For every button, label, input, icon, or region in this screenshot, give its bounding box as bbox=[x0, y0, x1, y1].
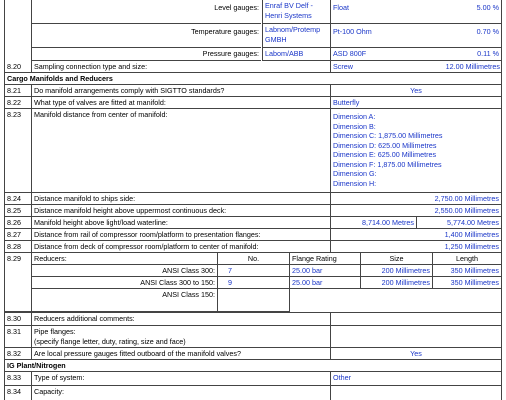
row-label: Manifold distance from center of manifold: bbox=[31, 109, 330, 193]
gauge-row-level bbox=[0, 0, 506, 24]
load-waterline-value: 5,774.00 Metres bbox=[416, 217, 502, 229]
row-label-block bbox=[31, 326, 330, 348]
dimension-a: Dimension A: bbox=[333, 112, 376, 121]
dimension-e: Dimension E: 625.00 Millimetres bbox=[333, 150, 437, 159]
row-value: 2,550.00 Millimetres bbox=[330, 205, 502, 217]
gauge-row-pressure bbox=[0, 48, 506, 61]
row-value: 1,250 Millimetres bbox=[330, 241, 502, 253]
light-waterline-value: 8,714.00 Metres bbox=[330, 217, 416, 229]
gauge-accuracy: 5.00 % bbox=[400, 0, 502, 24]
col-header-size: Size bbox=[360, 253, 432, 265]
row-label: Sampling connection type and size: bbox=[31, 61, 330, 73]
reducer-row bbox=[0, 265, 506, 277]
row-label: Are local pressure gauges fitted outboard of the manifold valves? bbox=[31, 348, 330, 360]
row-number: 8.20 bbox=[4, 61, 31, 73]
gauge-label: Pressure gauges: bbox=[31, 48, 261, 61]
row-number: 8.34 bbox=[4, 386, 31, 400]
row-value: Butterfly bbox=[330, 97, 502, 109]
row-label: Distance from rail of compressor room/platform to presentation flanges: bbox=[31, 229, 330, 241]
row-number: 8.22 bbox=[4, 97, 31, 109]
row-value: Other bbox=[330, 372, 502, 386]
dimension-g: Dimension G: bbox=[333, 169, 377, 178]
dimension-h: Dimension H: bbox=[333, 178, 377, 188]
row-value: Yes bbox=[330, 348, 502, 360]
row-sublabel: (specify flange letter, duty, rating, size and face) bbox=[34, 336, 186, 346]
reducer-size bbox=[360, 289, 432, 312]
dimension-c: Dimension C: 1,875.00 Millimetres bbox=[333, 131, 443, 140]
row-label: Do manifold arrangements comply with SIGTTO standards? bbox=[31, 85, 330, 97]
row-label: Distance manifold to ships side: bbox=[31, 193, 330, 205]
section-title: IG Plant/Nitrogen bbox=[4, 360, 502, 372]
reducer-row bbox=[0, 289, 506, 312]
row-label: What type of valves are fitted at manifold: bbox=[31, 97, 330, 109]
row-8-26 bbox=[0, 217, 506, 229]
row-label: Distance from deck of compressor room/platform to center of manifold: bbox=[31, 241, 330, 253]
gauge-type: ASD 800F bbox=[330, 48, 502, 61]
gauge-type: Pt-100 Ohm bbox=[330, 24, 502, 48]
reducer-flange bbox=[289, 289, 360, 312]
row-8-22 bbox=[0, 97, 506, 109]
row-number: 8.30 bbox=[4, 312, 31, 326]
row-number: 8.21 bbox=[4, 85, 31, 97]
row-label: Type of system: bbox=[31, 372, 330, 386]
reducer-size: 200 Millimetres bbox=[360, 277, 432, 289]
row-number: 8.33 bbox=[4, 372, 31, 386]
reducer-length bbox=[432, 289, 502, 312]
gauge-row-temperature bbox=[0, 24, 506, 48]
reducer-flange: 25.00 bar bbox=[289, 265, 360, 277]
row-value: 1,400 Millimetres bbox=[330, 229, 502, 241]
row-value: Yes bbox=[330, 85, 502, 97]
row-8-31 bbox=[0, 326, 506, 348]
row-number: 8.28 bbox=[4, 241, 31, 253]
reducer-size: 200 Millimetres bbox=[360, 265, 432, 277]
row-type: Screw bbox=[330, 61, 502, 73]
row-8-25 bbox=[0, 205, 506, 217]
row-number: 8.31 bbox=[4, 326, 31, 348]
row-8-28 bbox=[0, 241, 506, 253]
reducer-flange: 25.00 bar bbox=[289, 277, 360, 289]
section-cargo-manifolds bbox=[0, 73, 506, 85]
row-number: 8.23 bbox=[4, 109, 31, 193]
row-label: Manifold height above light/load waterline: bbox=[31, 217, 330, 229]
row-number: 8.29 bbox=[4, 253, 31, 265]
row-number: 8.26 bbox=[4, 217, 31, 229]
gauge-label: Level gauges: bbox=[31, 0, 261, 24]
row-8-27 bbox=[0, 229, 506, 241]
row-label: Reducers: bbox=[31, 253, 217, 265]
reducer-no: 7 bbox=[217, 265, 289, 277]
gauge-label: Temperature gauges: bbox=[31, 24, 261, 48]
gauge-make: Enraf BV Delf - Henri Systems bbox=[262, 0, 330, 24]
dimension-b: Dimension B: bbox=[333, 121, 376, 131]
col-header-length: Length bbox=[432, 253, 502, 265]
section-title: Cargo Manifolds and Reducers bbox=[4, 73, 502, 85]
row-label: Capacity: bbox=[31, 386, 330, 400]
row-8-29 bbox=[0, 253, 506, 265]
row-8-33 bbox=[0, 372, 506, 386]
dimension-d: Dimension D: 625.00 Millimetres bbox=[333, 140, 437, 150]
reducer-label: ANSI Class 150: bbox=[31, 289, 217, 312]
reducer-length: 350 Millimetres bbox=[432, 265, 502, 277]
gauge-make: Labnom/Protemp GMBH bbox=[262, 24, 330, 48]
section-ig-plant bbox=[0, 360, 506, 372]
row-label: Pipe flanges: bbox=[34, 327, 76, 336]
dimension-f: Dimension F: 1,875.00 Millimetres bbox=[333, 159, 442, 169]
row-8-32 bbox=[0, 348, 506, 360]
row-label: Reducers additional comments: bbox=[31, 312, 330, 326]
row-number: 8.25 bbox=[4, 205, 31, 217]
gauge-accuracy: 0.11 % bbox=[400, 48, 502, 61]
row-value: 2,750.00 Millimetres bbox=[330, 193, 502, 205]
reducer-label: ANSI Class 300: bbox=[31, 265, 217, 277]
gauge-type: Float bbox=[330, 0, 502, 24]
col-header-flange: Flange Rating bbox=[289, 253, 360, 265]
row-8-30 bbox=[0, 312, 506, 326]
reducer-no: 9 bbox=[217, 277, 289, 289]
row-label: Distance manifold height above uppermost continuous deck: bbox=[31, 205, 330, 217]
row-number: 8.32 bbox=[4, 348, 31, 360]
col-header-no: No. bbox=[217, 253, 289, 265]
gauge-accuracy: 0.70 % bbox=[400, 24, 502, 48]
row-value: 12.00 Millimetres bbox=[445, 62, 500, 71]
row-8-23 bbox=[0, 109, 506, 193]
reducer-length: 350 Millimetres bbox=[432, 277, 502, 289]
row-8-34 bbox=[0, 386, 506, 400]
gauge-make: Labom/ABB bbox=[262, 48, 330, 61]
reducer-row bbox=[0, 277, 506, 289]
reducer-label: ANSI Class 300 to 150: bbox=[31, 277, 217, 289]
row-8-24 bbox=[0, 193, 506, 205]
reducer-no bbox=[217, 289, 289, 312]
row-8-21 bbox=[0, 85, 506, 97]
left-border bbox=[4, 0, 5, 61]
row-number: 8.24 bbox=[4, 193, 31, 205]
dimension-list bbox=[330, 109, 502, 193]
row-8-20 bbox=[0, 61, 506, 73]
row-number: 8.27 bbox=[4, 229, 31, 241]
